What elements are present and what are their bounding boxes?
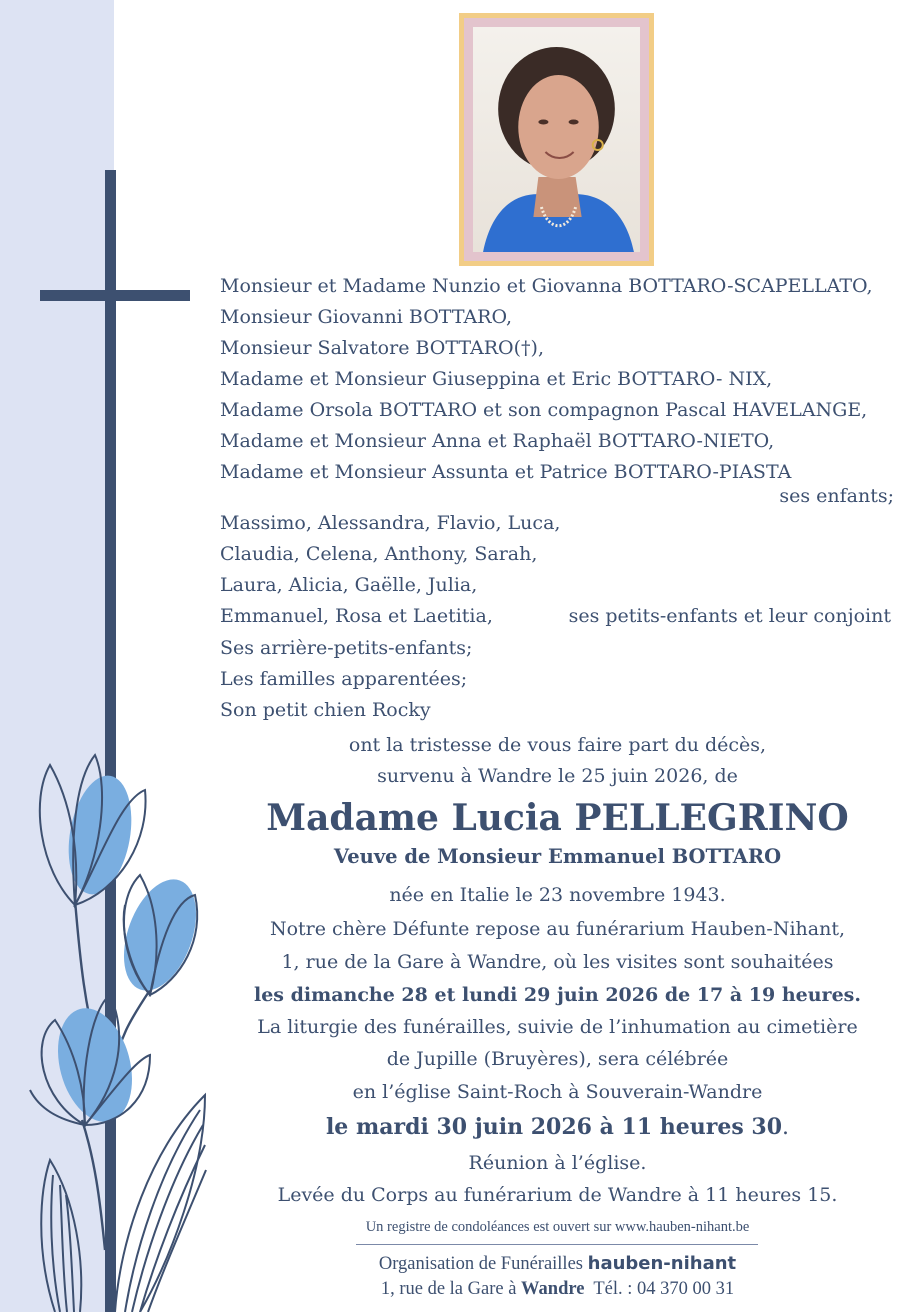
child-line: Monsieur Giovanni BOTTARO, [220,306,512,328]
footer-address-town: Wandre [521,1279,585,1299]
reunion-line: Réunion à l’église. [468,1152,647,1174]
child-line: Madame et Monsieur Anna et Raphaël BOTTARO-NIETO, [220,430,775,452]
cross-horizontal [40,290,190,301]
footer-org-label: Organisation de Funérailles [378,1254,588,1274]
footer-address [230,1279,885,1300]
grandchild-line: Massimo, Alessandra, Flavio, Luca, [220,512,561,534]
portrait-photo [464,18,649,261]
grandchildren-label: ses petits-enfants et leur conjoint [568,605,891,627]
cross-and-tulips-decoration [0,0,230,1312]
rest-line: 1, rue de la Gare à Wandre, où les visites sont souhaitées [281,951,834,973]
child-line: Monsieur Salvatore BOTTARO(†), [220,337,545,359]
portrait-frame [459,13,654,266]
ceremony-date [230,1112,885,1143]
brand-logo-text: hauben-nihant [587,1253,737,1274]
children-label: ses enfants; [779,485,894,507]
cross-vertical [105,170,116,1312]
child-line: Monsieur et Madame Nunzio et Giovanna BOTTARO-SCAPELLATO, [220,275,873,297]
liturgy-line: de Jupille (Bruyères), sera célébrée [386,1048,729,1070]
announcement-line: ont la tristesse de vous faire part du décès, [348,734,767,756]
birth-line: née en Italie le 23 novembre 1943. [389,884,726,906]
footer-address-prefix: 1, rue de la Gare à [380,1279,522,1299]
child-line: Madame et Monsieur Giuseppina et Eric BOTTARO- NIX, [220,368,773,390]
ceremony-date-period: . [782,1115,790,1140]
grandchild-line: Claudia, Celena, Anthony, Sarah, [220,543,538,565]
deceased-name: Madame Lucia PELLEGRINO [266,797,849,839]
tulip-lower [30,995,150,1130]
ceremony-date-text: le mardi 30 juin 2026 à 11 heures 30 [325,1114,783,1140]
relatives-line: Son petit chien Rocky [220,699,431,721]
grandchild-line: Laura, Alicia, Gaëlle, Julia, [220,574,478,596]
relatives-line: Les familles apparentées; [220,668,468,690]
widow-of: Veuve de Monsieur Emmanuel BOTTARO [333,845,782,868]
rest-line: Notre chère Défunte repose au funérarium Hauben-Nihant, [269,918,845,940]
relatives-line: Ses arrière-petits-enfants; [220,637,473,659]
footer-phone: Tél. : 04 370 00 31 [584,1279,735,1299]
announcement-line: survenu à Wandre le 25 juin 2026, de [377,765,738,787]
child-line: Madame Orsola BOTTARO et son compagnon Pascal HAVELANGE, [220,399,868,421]
tulip-top [40,755,146,905]
levee-line: Levée du Corps au funérarium de Wandre à 11 heures 15. [277,1184,838,1206]
liturgy-line: en l’église Saint-Roch à Souverain-Wandre [352,1081,763,1103]
child-line: Madame et Monsieur Assunta et Patrice BOTTARO-PIASTA [220,461,792,483]
condolence-registry: Un registre de condoléances est ouvert sur www.hauben-nihant.be [365,1219,750,1235]
visit-hours: les dimanche 28 et lundi 29 juin 2026 de 17 à 19 heures. [254,984,861,1006]
footer-organisation [230,1253,885,1275]
footer-divider [356,1244,758,1245]
tulip-middle [110,870,210,1001]
liturgy-line: La liturgie des funérailles, suivie de l’inhumation au cimetière [257,1016,858,1038]
grandchild-line: Emmanuel, Rosa et Laetitia, [220,605,493,627]
